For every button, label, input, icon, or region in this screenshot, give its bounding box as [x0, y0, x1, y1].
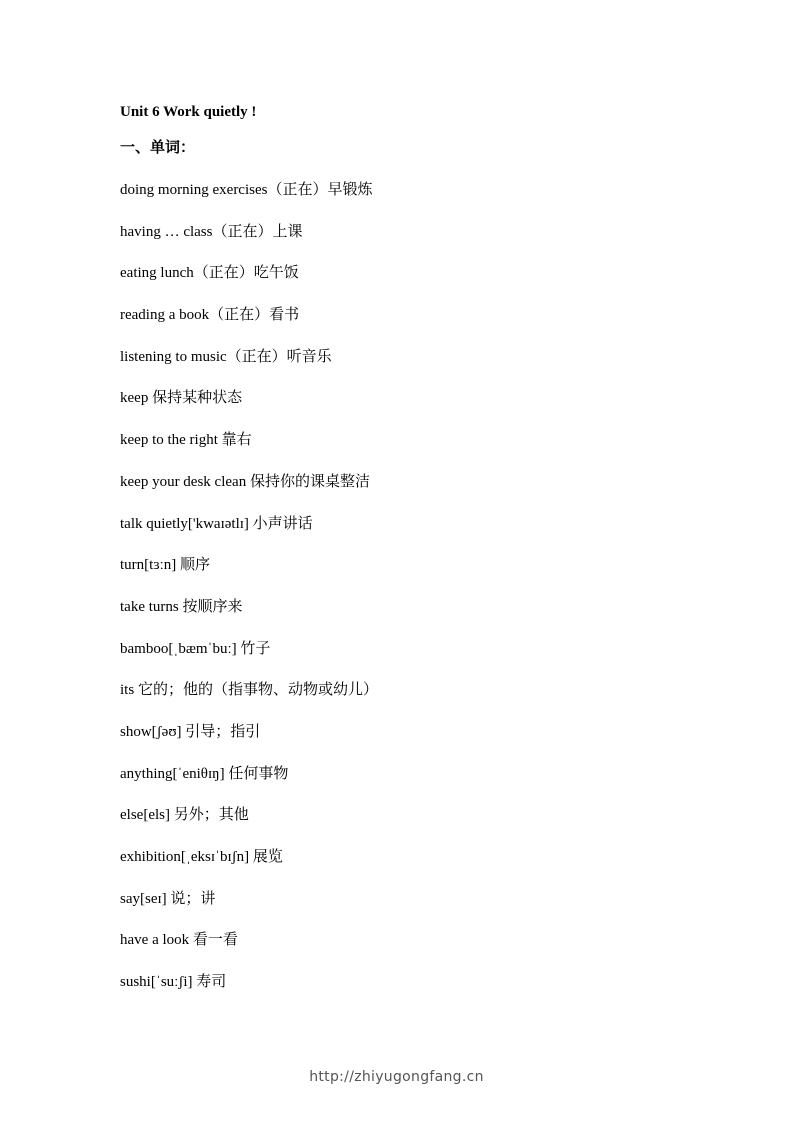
vocab-item: [120, 470, 378, 512]
vocab-item: [120, 678, 378, 720]
vocab-term: reading a book: [120, 307, 210, 324]
vocab-term: talk quietly['kwaɪətlɪ]: [120, 515, 253, 532]
vocab-item: [120, 220, 378, 262]
vocab-gloss: （正在）早锻炼: [267, 180, 373, 198]
vocab-term: exhibition[ˌeksɪˈbɪʃn]: [120, 849, 253, 865]
vocab-item: [120, 261, 378, 303]
vocab-item: [120, 887, 378, 929]
vocab-item: [120, 553, 378, 595]
vocab-gloss: 它的；他的（指事物、动物或幼儿）: [137, 680, 378, 699]
vocab-gloss: （正在）吃午饭: [193, 263, 299, 282]
vocab-gloss: 另外；其他: [173, 805, 249, 824]
vocab-gloss: （正在）听音乐: [226, 346, 332, 365]
vocab-item: [120, 178, 378, 220]
vocab-item: [120, 637, 378, 679]
vocab-gloss: 说；讲: [170, 888, 216, 907]
vocabulary-list: [120, 178, 378, 1012]
vocab-term: having … class: [120, 223, 213, 240]
vocab-term: bamboo[ˌbæmˈbuː]: [120, 640, 241, 657]
vocab-term: anything[ˈeniθɪŋ]: [120, 765, 229, 782]
document-title: Unit 6 Work quietly !: [120, 104, 257, 120]
vocab-gloss: 任何事物: [228, 763, 289, 782]
vocab-term: sushi[ˈsuːʃi]: [120, 974, 197, 991]
vocab-gloss: （正在）上课: [212, 221, 303, 240]
vocab-item: [120, 720, 378, 762]
vocab-gloss: 看一看: [192, 930, 238, 949]
vocab-term: listening to music: [120, 348, 227, 365]
vocab-item: [120, 928, 378, 970]
vocab-item: [120, 512, 378, 554]
vocab-term: say[seɪ]: [120, 890, 171, 907]
vocab-term: doing morning exercises: [120, 182, 268, 198]
vocab-term: its: [120, 682, 138, 699]
vocab-item: [120, 386, 378, 428]
vocab-gloss: 寿司: [196, 972, 227, 991]
vocab-gloss: （正在）看书: [209, 305, 300, 324]
vocab-gloss: 保持某种状态: [152, 388, 243, 407]
vocab-term: keep to the right: [120, 432, 222, 449]
vocab-gloss: 小声讲话: [252, 513, 313, 532]
vocab-term: take turns: [120, 598, 183, 615]
vocab-term: have a look: [120, 932, 193, 949]
vocab-term: eating lunch: [120, 265, 194, 282]
vocab-item: [120, 803, 378, 845]
vocab-item: [120, 428, 378, 470]
vocab-item: [120, 845, 378, 887]
vocab-gloss: 竹子: [240, 638, 271, 657]
vocab-term: show[ʃəʊ]: [120, 723, 186, 740]
footer-url: http://zhiyugongfang.cn: [309, 1069, 484, 1085]
vocab-item: [120, 595, 378, 637]
vocab-gloss: 保持你的课桌整洁: [249, 471, 370, 490]
vocab-item: [120, 303, 378, 345]
vocab-term: keep: [120, 390, 153, 407]
vocab-gloss: 展览: [252, 847, 283, 865]
vocab-item: [120, 762, 378, 804]
vocab-gloss: 靠右: [221, 430, 252, 449]
vocab-term: else[els]: [120, 807, 174, 824]
vocab-term: turn[tɜːn]: [120, 557, 181, 574]
section-heading: 一、单词：: [120, 138, 196, 156]
vocab-gloss: 顺序: [180, 555, 211, 574]
vocab-item: [120, 345, 378, 387]
vocab-term: keep your desk clean: [120, 473, 250, 490]
vocab-gloss: 引导；指引: [185, 721, 261, 740]
vocab-gloss: 按顺序来: [182, 596, 243, 615]
vocab-item: [120, 970, 378, 1012]
